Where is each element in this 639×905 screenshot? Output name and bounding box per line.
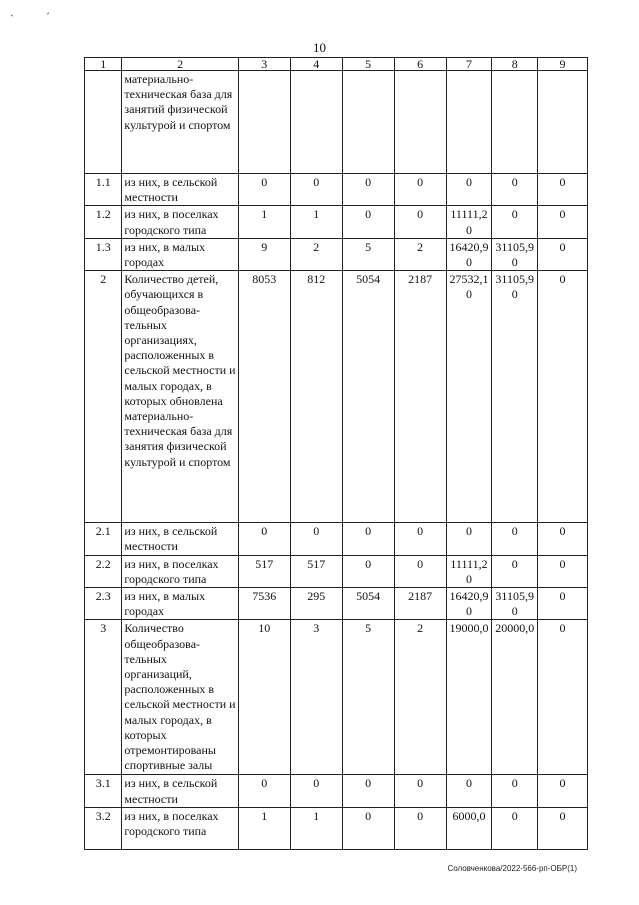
cell-value — [492, 206, 538, 238]
cell-value — [290, 775, 342, 807]
cell-value — [538, 588, 588, 620]
cell-text: 0 — [261, 175, 268, 189]
cell-text: 31105,90 — [495, 239, 534, 270]
cell-value — [446, 174, 492, 206]
row-number: 2 — [85, 271, 122, 523]
row-number — [85, 71, 122, 174]
cell-value — [342, 71, 394, 174]
cell-text: 0 — [417, 808, 424, 823]
cell-text: 295 — [307, 589, 326, 604]
cell-text: 0 — [559, 524, 566, 539]
cell-text: 0 — [559, 589, 566, 604]
cell-value — [492, 174, 538, 206]
cell-value — [342, 523, 394, 555]
scan-artifact: ˊ — [46, 10, 50, 24]
cell-value — [492, 775, 538, 807]
cell-text: 8053 — [252, 272, 277, 287]
cell-text: 0 — [559, 272, 566, 287]
cell-value — [342, 588, 394, 620]
cell-text: 0 — [465, 524, 472, 539]
cell-value — [394, 271, 446, 523]
cell-text: 0 — [261, 524, 268, 539]
row-number: 2.2 — [85, 555, 122, 587]
cell-value — [492, 238, 538, 270]
cell-text: 0 — [417, 776, 424, 791]
cell-value — [290, 271, 342, 523]
cell-value — [342, 174, 394, 206]
scan-artifact: ˋ — [10, 12, 14, 26]
cell-text: 2187 — [408, 272, 433, 287]
cell-text: 0 — [313, 776, 320, 791]
cell-value — [290, 206, 342, 238]
cell-value — [394, 71, 446, 174]
row-label: материально-техническая база для занятий физической культурой и спортом — [122, 71, 238, 174]
column-number: 3 — [238, 58, 290, 71]
cell-value — [492, 271, 538, 523]
table-row — [85, 555, 588, 587]
row-label: Количество общеобразова-тельных организаций, расположенных в сельской местности и малых городах, в которых отремонтированы спортивные залы — [122, 620, 238, 775]
cell-text: 0 — [559, 621, 566, 636]
cell-text: 0 — [511, 207, 518, 222]
cell-value — [238, 775, 290, 807]
cell-value — [290, 807, 342, 849]
cell-value — [446, 620, 492, 775]
cell-text: 7536 — [252, 589, 277, 604]
cell-value — [238, 206, 290, 238]
cell-text: 0 — [559, 808, 566, 823]
cell-value — [492, 555, 538, 587]
cell-value — [238, 71, 290, 174]
cell-value — [238, 271, 290, 523]
cell-value — [342, 206, 394, 238]
cell-text: 11111,20 — [450, 556, 488, 586]
column-number: 7 — [446, 58, 492, 71]
cell-text: 0 — [417, 524, 424, 539]
cell-text: 0 — [417, 207, 424, 222]
cell-text: 5054 — [356, 589, 381, 604]
cell-text: 0 — [365, 808, 372, 823]
table-row — [85, 174, 588, 206]
row-label: из них, в поселках городского типа — [122, 807, 238, 849]
cell-value — [238, 238, 290, 270]
column-number: 5 — [342, 58, 394, 71]
table-row — [85, 523, 588, 555]
cell-value — [538, 775, 588, 807]
table-row — [85, 206, 588, 238]
cell-value — [394, 174, 446, 206]
cell-text: 0 — [511, 556, 518, 571]
cell-value — [538, 555, 588, 587]
cell-text: 0 — [465, 776, 472, 791]
cell-value — [492, 620, 538, 775]
column-number-row — [85, 58, 588, 71]
cell-value — [492, 588, 538, 620]
cell-text: 5054 — [356, 272, 381, 287]
cell-value — [238, 555, 290, 587]
cell-text: 1 — [313, 808, 320, 823]
cell-text: 0 — [313, 524, 320, 539]
cell-text: 2 — [417, 239, 424, 254]
cell-value — [342, 775, 394, 807]
cell-text: 1 — [261, 808, 268, 823]
cell-value — [290, 174, 342, 206]
cell-text: 19000,0 — [449, 621, 489, 636]
cell-value — [446, 71, 492, 174]
table-row — [85, 71, 588, 174]
cell-value — [394, 807, 446, 849]
cell-text: 517 — [307, 556, 326, 571]
cell-text: 0 — [559, 175, 566, 189]
cell-value — [446, 807, 492, 849]
cell-text: 0 — [511, 776, 518, 791]
cell-text: 6000,0 — [452, 808, 486, 823]
cell-text: 0 — [511, 175, 518, 189]
cell-value — [446, 588, 492, 620]
cell-value — [290, 238, 342, 270]
cell-value — [446, 523, 492, 555]
cell-value — [290, 71, 342, 174]
row-label: Количество детей, обучающихся в общеобразова-тельных организациях, расположенных в сельской местности и малых городах, в которых обновлена материально-техническая база для занятия физической культурой и спортом — [122, 271, 238, 523]
cell-value — [538, 807, 588, 849]
cell-text: 11111,20 — [450, 207, 488, 237]
cell-text: 0 — [261, 776, 268, 791]
row-number: 2.3 — [85, 588, 122, 620]
cell-value — [492, 807, 538, 849]
row-label: из них, в малых городах — [122, 588, 238, 620]
cell-value — [394, 620, 446, 775]
cell-value — [492, 71, 538, 174]
cell-text: 10 — [258, 621, 271, 636]
cell-text: 0 — [559, 207, 566, 222]
column-number: 2 — [122, 58, 238, 71]
cell-value — [492, 523, 538, 555]
column-number: 4 — [290, 58, 342, 71]
cell-value — [446, 271, 492, 523]
cell-value — [238, 588, 290, 620]
cell-text: 0 — [365, 556, 372, 571]
cell-value — [538, 238, 588, 270]
cell-value — [446, 238, 492, 270]
cell-value — [290, 620, 342, 775]
cell-text: 0 — [559, 239, 566, 254]
cell-value — [238, 620, 290, 775]
cell-text: 27532,10 — [449, 272, 489, 302]
row-number: 1.3 — [85, 238, 122, 270]
table-row — [85, 271, 588, 523]
cell-text: 812 — [307, 272, 326, 287]
cell-value — [238, 807, 290, 849]
row-label: из них, в сельской местности — [122, 523, 238, 555]
cell-value — [446, 775, 492, 807]
row-label: из них, в сельской местности — [122, 174, 238, 206]
row-number: 1.2 — [85, 206, 122, 238]
cell-text: 5 — [365, 621, 372, 636]
cell-text: 517 — [255, 556, 274, 571]
table-row — [85, 807, 588, 849]
cell-text: 1 — [261, 207, 268, 222]
cell-value — [394, 775, 446, 807]
table-row — [85, 775, 588, 807]
cell-text: 0 — [365, 776, 372, 791]
cell-value — [538, 71, 588, 174]
cell-text: 0 — [365, 524, 372, 539]
cell-text: 2 — [417, 621, 424, 636]
cell-text: 20000,0 — [495, 621, 535, 636]
cell-text: 2 — [313, 239, 320, 254]
cell-value — [394, 588, 446, 620]
cell-text: 1 — [313, 207, 320, 222]
cell-text: 9 — [261, 239, 268, 254]
cell-text: 0 — [511, 808, 518, 823]
row-number: 3 — [85, 620, 122, 775]
column-number: 1 — [85, 58, 122, 71]
table-row — [85, 588, 588, 620]
cell-text: 31105,90 — [495, 589, 534, 619]
cell-text: 0 — [365, 207, 372, 222]
cell-text: 0 — [417, 556, 424, 571]
cell-text: 3 — [313, 621, 320, 636]
row-label: из них, в сельской местности — [122, 775, 238, 807]
cell-value — [446, 206, 492, 238]
cell-value — [446, 555, 492, 587]
cell-value — [342, 238, 394, 270]
table-row — [85, 620, 588, 775]
cell-value — [538, 523, 588, 555]
row-number: 3.1 — [85, 775, 122, 807]
cell-text: 31105,90 — [495, 272, 534, 302]
cell-value — [394, 523, 446, 555]
cell-text: 0 — [511, 524, 518, 539]
document-reference: Соловченкова/2022-566-рп-ОБР(1) — [447, 864, 577, 873]
cell-text: 16420,90 — [449, 589, 489, 619]
cell-value — [342, 807, 394, 849]
row-label: из них, в поселках городского типа — [122, 206, 238, 238]
cell-text: 0 — [559, 776, 566, 791]
column-number: 9 — [538, 58, 588, 71]
cell-value — [238, 174, 290, 206]
cell-text: 0 — [559, 556, 566, 571]
cell-value — [342, 555, 394, 587]
cell-value — [538, 620, 588, 775]
row-number: 3.2 — [85, 807, 122, 849]
column-number: 8 — [492, 58, 538, 71]
cell-value — [394, 206, 446, 238]
page-number: 10 — [313, 40, 326, 55]
cell-value — [538, 271, 588, 523]
row-number: 2.1 — [85, 523, 122, 555]
cell-text: 0 — [417, 175, 424, 189]
cell-text: 0 — [465, 175, 472, 189]
cell-text: 0 — [313, 175, 320, 189]
cell-value — [290, 588, 342, 620]
cell-text: 2187 — [408, 589, 433, 604]
cell-value — [538, 206, 588, 238]
cell-value — [394, 238, 446, 270]
row-number: 1.1 — [85, 174, 122, 206]
cell-value — [538, 174, 588, 206]
cell-value — [290, 523, 342, 555]
data-table — [84, 57, 588, 850]
cell-value — [238, 523, 290, 555]
row-label: из них, в поселках городского типа — [122, 555, 238, 587]
row-label: из них, в малых городах — [122, 238, 238, 270]
table-row — [85, 238, 588, 270]
cell-text: 5 — [365, 239, 372, 254]
cell-value — [290, 555, 342, 587]
cell-text: 0 — [365, 175, 372, 189]
cell-value — [342, 620, 394, 775]
cell-value — [394, 555, 446, 587]
cell-value — [342, 271, 394, 523]
column-number: 6 — [394, 58, 446, 71]
cell-text: 16420,90 — [449, 239, 489, 270]
